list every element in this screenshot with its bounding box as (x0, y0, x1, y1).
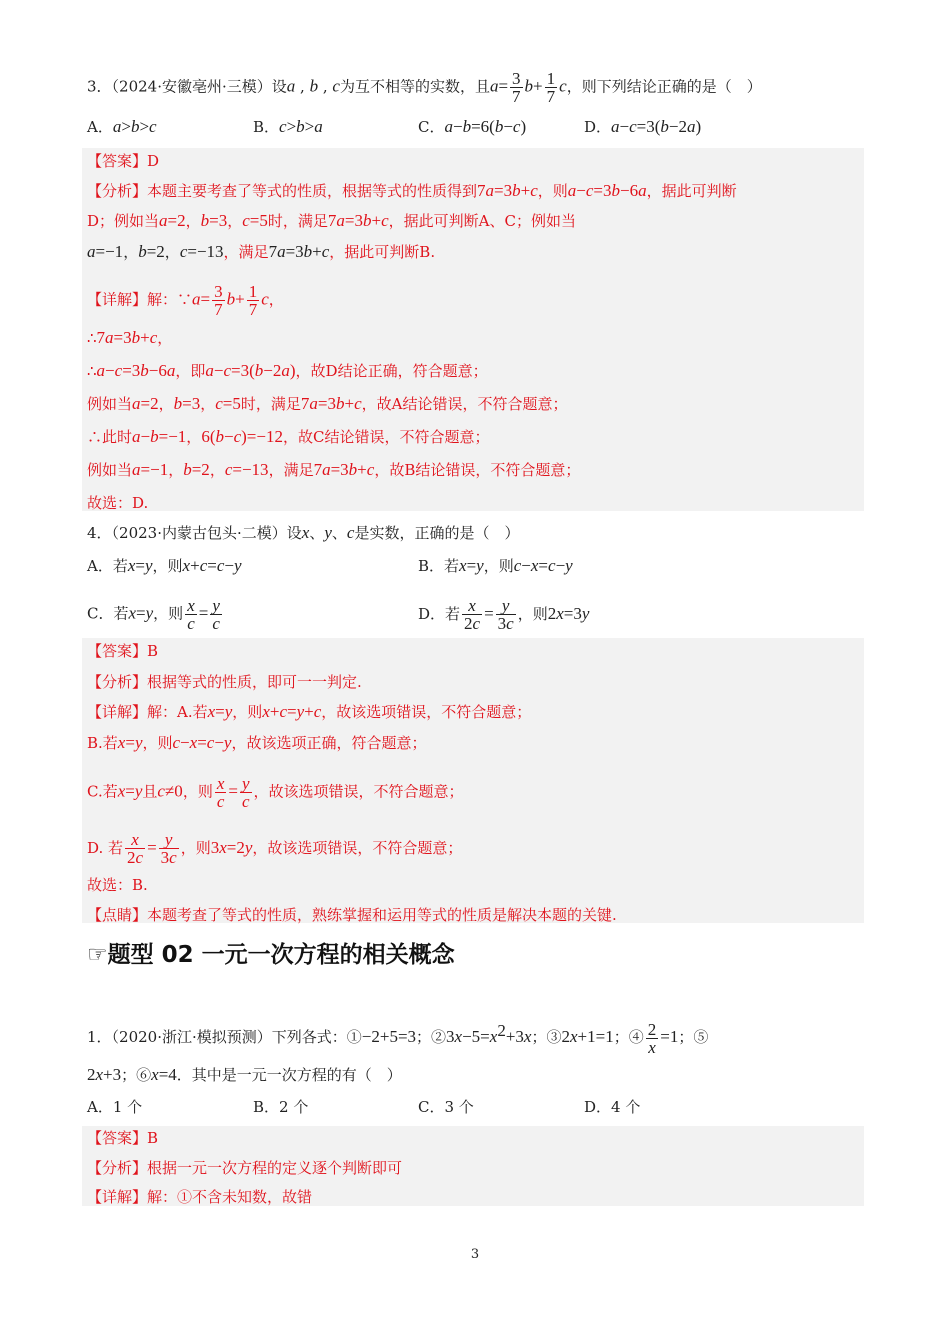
s2q1-analysis: 【分析】根据一元一次方程的定义逐个判断即可 (87, 1159, 403, 1177)
q3-detail-line-6: 例如当a=−1，b=2，c=−13，满足7a=3b+c，故B结论错误，不符合题意； (87, 460, 581, 479)
q4-option-a: A．若x=y，则x+c=c−y (87, 556, 242, 575)
q4-option-c: C．若x=y，则 $\frac{x}{c}$ = $\frac{y}{c}$ (87, 596, 220, 633)
section-title (87, 936, 455, 969)
q3-detail-line-1: 【详解】解：∵a= $\frac{3}{7}$ b+ $\frac{1}{7}$ c， (87, 282, 284, 319)
q4-detail-line-6: 【点睛】本题考查了等式的性质，熟练掌握和运用等式的性质是解决本题的关键. (87, 906, 617, 924)
q3-option-c: C．a−b=6(b−c) (418, 117, 527, 136)
q3-detail-line-3: ∴a−c=3b−6a，即a−c=3(b−2a)，故D结论正确，符合题意； (87, 361, 488, 380)
q4-stem: 4．（2023·内蒙古包头·二模）设x、y、c是实数，正确的是（ ） (87, 523, 520, 542)
q4-analysis: 【分析】根据等式的性质，即可一一判定. (87, 673, 362, 691)
q4-detail-line-1: 【详解】解：A.若x=y，则x+c=y+c，故该选项错误，不符合题意； (87, 702, 532, 721)
q3-option-a: A．a>b>c (87, 117, 157, 136)
q3-detail-line-4: 例如当a=2，b=3，c=5时，满足7a=3b+c，故A结论错误，不符合题意； (87, 394, 568, 413)
q4-detail-line-4: D. 若 $\frac{x}{2c}$ = $\frac{y}{3c}$ ，则3x=2y，故该选项错误，不符合题意； (87, 830, 463, 867)
s2q1-option-d: D．4 个 (584, 1098, 641, 1116)
pointing-hand-icon: ☞ (87, 942, 108, 968)
page-number: 3 (470, 1247, 480, 1262)
q3-analysis-line-3: a=−1，b=2，c=−13，满足7a=3b+c，据此可判断B. (87, 242, 436, 261)
q3-stem: 3．（2024·安徽亳州·三模）设a , b , c为互不相等的实数，且a= $\frac{3}{7}$ b+ $\frac{1}{7}$ c，则下列结论正确的是（ ） (87, 69, 762, 106)
q4-detail-line-2: B.若x=y，则c−x=c−y，故该选项正确，符合题意； (87, 733, 427, 752)
s2q1-option-b: B．2 个 (253, 1098, 309, 1116)
s2q1-detail: 【详解】解：①不含未知数，故错 (87, 1188, 313, 1206)
q4-detail-line-5: 故选：B. (87, 876, 148, 894)
q3-detail-line-7: 故选：D. (87, 494, 149, 512)
q4-detail-line-3: C.若x=y且c≠0，则 $\frac{x}{c}$ = $\frac{y}{c}$ ，故该选项错误，不符合题意； (87, 774, 464, 811)
q4-option-b: B．若x=y，则c−x=c−y (418, 556, 573, 575)
q4-answer: 【答案】B (87, 642, 159, 660)
q3-answer: 【答案】D (87, 152, 160, 170)
q4-option-d: D．若 $\frac{x}{2c}$ = $\frac{y}{3c}$ ，则2x=3y (418, 596, 590, 633)
q3-analysis-line-1: 【分析】本题主要考查了等式的性质，根据等式的性质得到7a=3b+c，则a−c=3b−6a，据此可判断 (87, 181, 737, 200)
s2q1-stem-line-2: 2x+3；⑥x=4．其中是一元一次方程的有（ ） (87, 1065, 402, 1084)
q3-solution-box (82, 148, 864, 511)
q3-detail-line-2: ∴7a=3b+c， (87, 328, 173, 347)
q3-detail-line-5: ∴此时a−b=−1，6(b−c)=−12，故C结论错误，不符合题意； (87, 427, 490, 446)
s2q1-option-a: A．1 个 (87, 1098, 143, 1116)
q3-option-b: B．c>b>a (253, 117, 323, 136)
q3-option-d: D．a−c=3(b−2a) (584, 117, 702, 136)
s2q1-answer: 【答案】B (87, 1129, 159, 1147)
s2q1-option-c: C．3 个 (418, 1098, 474, 1116)
q3-analysis-line-2: D；例如当a=2，b=3，c=5时，满足7a=3b+c，据此可判断A、C；例如当 (87, 211, 576, 230)
section-title-text: 题型 02 一元一次方程的相关概念 (107, 942, 455, 968)
s2q1-stem-line-1: 1．（2020·浙江·模拟预测）下列各式：①−2+5=3；$②3x-5=x^2+3x$；③2x+1=1；④ $\frac{2}{x}$ =1；⑤ (87, 1019, 709, 1057)
